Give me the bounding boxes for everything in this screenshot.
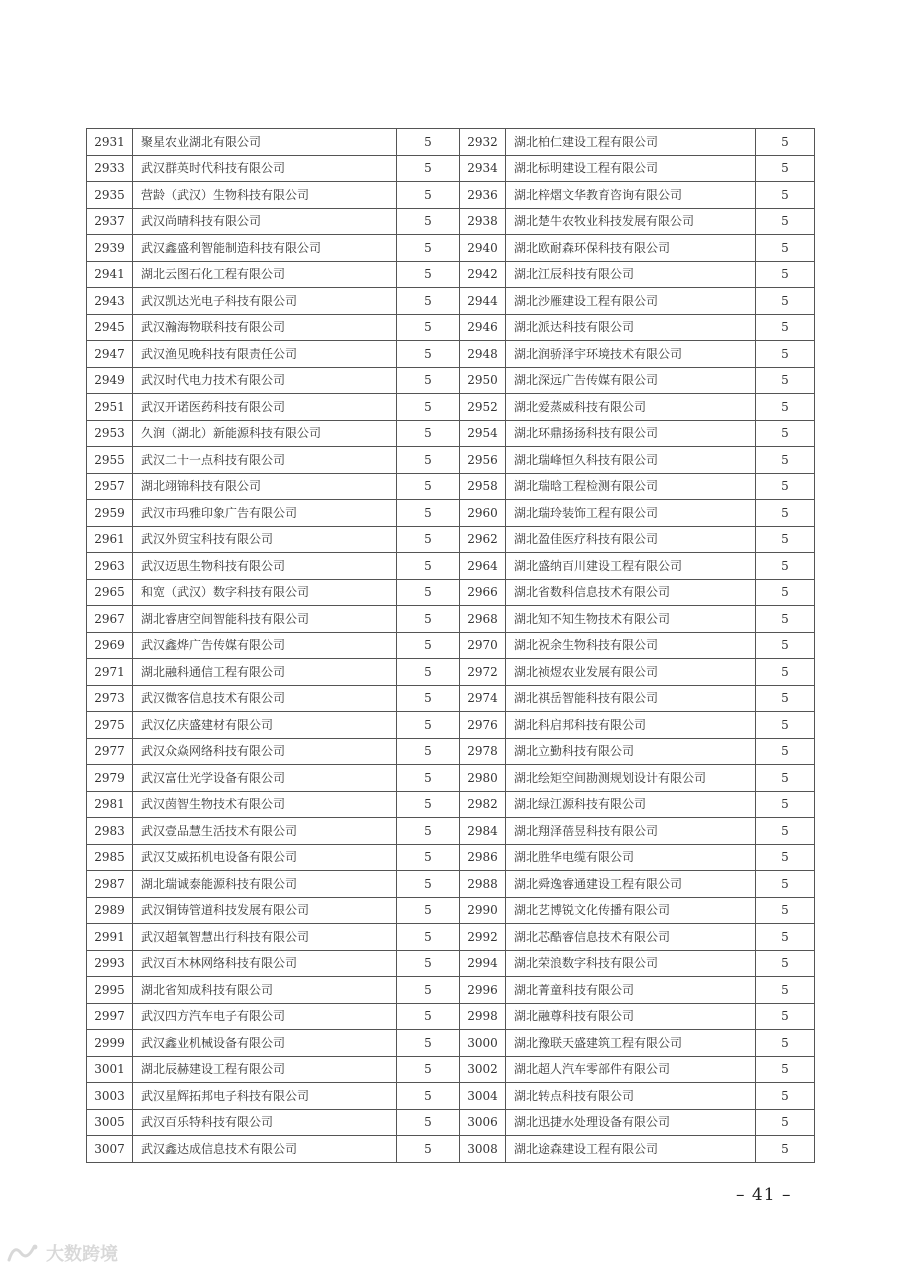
company-name-right: 湖北瑞晗工程检测有限公司 [506, 473, 756, 500]
row-number-right: 2934 [460, 155, 506, 182]
score-right: 5 [756, 208, 815, 235]
company-name-left: 武汉富仕光学设备有限公司 [133, 765, 397, 792]
row-number-left: 2981 [87, 791, 133, 818]
company-name-right: 湖北祯煜农业发展有限公司 [506, 659, 756, 686]
score-left: 5 [397, 420, 460, 447]
row-number-left: 3003 [87, 1083, 133, 1110]
row-number-left: 2935 [87, 182, 133, 209]
row-number-right: 3000 [460, 1030, 506, 1057]
row-number-left: 2957 [87, 473, 133, 500]
company-name-right: 湖北沙雁建设工程有限公司 [506, 288, 756, 315]
company-name-right: 湖北科启邦科技有限公司 [506, 712, 756, 739]
table-row [87, 129, 815, 156]
row-number-right: 2942 [460, 261, 506, 288]
table-row [87, 553, 815, 580]
score-right: 5 [756, 367, 815, 394]
table-row [87, 314, 815, 341]
score-left: 5 [397, 977, 460, 1004]
company-name-left: 武汉众焱网络科技有限公司 [133, 738, 397, 765]
row-number-left: 2959 [87, 500, 133, 527]
table-row [87, 632, 815, 659]
row-number-right: 2948 [460, 341, 506, 368]
row-number-left: 2997 [87, 1003, 133, 1030]
company-name-right: 湖北祺岳智能科技有限公司 [506, 685, 756, 712]
row-number-left: 2971 [87, 659, 133, 686]
score-right: 5 [756, 261, 815, 288]
row-number-left: 2985 [87, 844, 133, 871]
row-number-right: 2964 [460, 553, 506, 580]
company-name-left: 武汉壹品慧生活技术有限公司 [133, 818, 397, 845]
company-name-right: 湖北标明建设工程有限公司 [506, 155, 756, 182]
row-number-left: 3005 [87, 1109, 133, 1136]
company-name-right: 湖北盈佳医疗科技有限公司 [506, 526, 756, 553]
score-right: 5 [756, 420, 815, 447]
score-right: 5 [756, 500, 815, 527]
row-number-right: 2936 [460, 182, 506, 209]
company-name-right: 湖北迅捷水处理设备有限公司 [506, 1109, 756, 1136]
table-row [87, 818, 815, 845]
table-row [87, 341, 815, 368]
company-name-left: 武汉时代电力技术有限公司 [133, 367, 397, 394]
score-right: 5 [756, 606, 815, 633]
company-name-right: 湖北柏仁建设工程有限公司 [506, 129, 756, 156]
company-name-right: 湖北芯酷睿信息技术有限公司 [506, 924, 756, 951]
row-number-left: 2993 [87, 950, 133, 977]
score-left: 5 [397, 1109, 460, 1136]
row-number-right: 2980 [460, 765, 506, 792]
score-left: 5 [397, 1056, 460, 1083]
table-row [87, 950, 815, 977]
row-number-left: 2991 [87, 924, 133, 951]
company-name-left: 武汉艾威拓机电设备有限公司 [133, 844, 397, 871]
score-left: 5 [397, 182, 460, 209]
table-row [87, 155, 815, 182]
company-name-left: 武汉超氧智慧出行科技有限公司 [133, 924, 397, 951]
score-right: 5 [756, 632, 815, 659]
score-left: 5 [397, 208, 460, 235]
table-row [87, 182, 815, 209]
company-name-left: 武汉四方汽车电子有限公司 [133, 1003, 397, 1030]
row-number-left: 2941 [87, 261, 133, 288]
company-name-right: 湖北润骄泽宇环境技术有限公司 [506, 341, 756, 368]
watermark-logo-icon [6, 1242, 40, 1264]
company-name-right: 湖北艺博锐文化传播有限公司 [506, 897, 756, 924]
score-left: 5 [397, 897, 460, 924]
row-number-left: 2961 [87, 526, 133, 553]
row-number-left: 2939 [87, 235, 133, 262]
row-number-left: 2989 [87, 897, 133, 924]
score-left: 5 [397, 1083, 460, 1110]
company-name-left: 湖北辰赫建设工程有限公司 [133, 1056, 397, 1083]
company-name-left: 武汉鑫业机械设备有限公司 [133, 1030, 397, 1057]
row-number-right: 2966 [460, 579, 506, 606]
row-number-left: 2943 [87, 288, 133, 315]
company-name-left: 武汉二十一点科技有限公司 [133, 447, 397, 474]
company-name-right: 湖北转点科技有限公司 [506, 1083, 756, 1110]
company-name-right: 湖北瑞玲装饰工程有限公司 [506, 500, 756, 527]
table-row [87, 1056, 815, 1083]
company-name-left: 湖北翊锦科技有限公司 [133, 473, 397, 500]
row-number-left: 2955 [87, 447, 133, 474]
score-left: 5 [397, 924, 460, 951]
row-number-left: 2975 [87, 712, 133, 739]
company-name-left: 武汉鑫达成信息技术有限公司 [133, 1136, 397, 1163]
score-left: 5 [397, 288, 460, 315]
row-number-right: 3006 [460, 1109, 506, 1136]
company-name-right: 湖北楚牛农牧业科技发展有限公司 [506, 208, 756, 235]
score-left: 5 [397, 129, 460, 156]
score-right: 5 [756, 1083, 815, 1110]
row-number-right: 2990 [460, 897, 506, 924]
company-name-right: 湖北豫联天盛建筑工程有限公司 [506, 1030, 756, 1057]
row-number-right: 2992 [460, 924, 506, 951]
row-number-right: 2960 [460, 500, 506, 527]
company-name-left: 武汉迈思生物科技有限公司 [133, 553, 397, 580]
company-name-right: 湖北深远广告传媒有限公司 [506, 367, 756, 394]
score-left: 5 [397, 950, 460, 977]
company-name-left: 武汉铜铸管道科技发展有限公司 [133, 897, 397, 924]
score-right: 5 [756, 659, 815, 686]
score-left: 5 [397, 1030, 460, 1057]
company-name-left: 武汉鑫烨广告传媒有限公司 [133, 632, 397, 659]
company-name-right: 湖北绿江源科技有限公司 [506, 791, 756, 818]
row-number-right: 2988 [460, 871, 506, 898]
row-number-right: 3002 [460, 1056, 506, 1083]
company-name-right: 湖北超人汽车零部件有限公司 [506, 1056, 756, 1083]
score-left: 5 [397, 367, 460, 394]
company-name-right: 湖北江辰科技有限公司 [506, 261, 756, 288]
score-right: 5 [756, 1136, 815, 1163]
table-row [87, 765, 815, 792]
watermark [6, 1240, 118, 1266]
row-number-right: 2996 [460, 977, 506, 1004]
row-number-right: 2952 [460, 394, 506, 421]
score-left: 5 [397, 606, 460, 633]
score-right: 5 [756, 314, 815, 341]
score-right: 5 [756, 235, 815, 262]
company-name-right: 湖北梓熠文华教育咨询有限公司 [506, 182, 756, 209]
score-right: 5 [756, 447, 815, 474]
score-right: 5 [756, 765, 815, 792]
score-right: 5 [756, 791, 815, 818]
score-right: 5 [756, 950, 815, 977]
row-number-left: 2967 [87, 606, 133, 633]
score-left: 5 [397, 526, 460, 553]
company-name-right: 湖北途森建设工程有限公司 [506, 1136, 756, 1163]
score-left: 5 [397, 871, 460, 898]
company-name-right: 湖北舜逸睿通建设工程有限公司 [506, 871, 756, 898]
company-name-right: 湖北绘矩空间勘测规划设计有限公司 [506, 765, 756, 792]
score-right: 5 [756, 1003, 815, 1030]
score-right: 5 [756, 182, 815, 209]
row-number-left: 2963 [87, 553, 133, 580]
company-name-left: 武汉市玛雅印象广告有限公司 [133, 500, 397, 527]
table-row [87, 261, 815, 288]
table-row [87, 791, 815, 818]
row-number-left: 2995 [87, 977, 133, 1004]
score-right: 5 [756, 473, 815, 500]
company-name-right: 湖北欧耐森环保科技有限公司 [506, 235, 756, 262]
company-name-right: 湖北菁童科技有限公司 [506, 977, 756, 1004]
table-row [87, 1083, 815, 1110]
score-left: 5 [397, 500, 460, 527]
table-row [87, 394, 815, 421]
table-row [87, 526, 815, 553]
table-row [87, 738, 815, 765]
company-name-left: 武汉星辉拓邦电子科技有限公司 [133, 1083, 397, 1110]
score-right: 5 [756, 1109, 815, 1136]
page-number: – 41 – [736, 1185, 792, 1205]
table-row [87, 897, 815, 924]
row-number-right: 2958 [460, 473, 506, 500]
company-name-left: 武汉微客信息技术有限公司 [133, 685, 397, 712]
company-name-left: 湖北融科通信工程有限公司 [133, 659, 397, 686]
table-row [87, 579, 815, 606]
row-number-right: 2974 [460, 685, 506, 712]
score-right: 5 [756, 129, 815, 156]
row-number-left: 2953 [87, 420, 133, 447]
table-body [87, 129, 815, 1163]
score-right: 5 [756, 1030, 815, 1057]
company-name-right: 湖北盛纳百川建设工程有限公司 [506, 553, 756, 580]
score-left: 5 [397, 685, 460, 712]
score-left: 5 [397, 738, 460, 765]
company-name-right: 湖北荣浪数字科技有限公司 [506, 950, 756, 977]
row-number-right: 2932 [460, 129, 506, 156]
score-left: 5 [397, 791, 460, 818]
row-number-right: 2968 [460, 606, 506, 633]
company-name-left: 久润（湖北）新能源科技有限公司 [133, 420, 397, 447]
table-row [87, 871, 815, 898]
row-number-right: 2982 [460, 791, 506, 818]
table-row [87, 1030, 815, 1057]
row-number-right: 3008 [460, 1136, 506, 1163]
score-right: 5 [756, 977, 815, 1004]
score-right: 5 [756, 553, 815, 580]
row-number-left: 2945 [87, 314, 133, 341]
company-name-left: 湖北省知成科技有限公司 [133, 977, 397, 1004]
score-left: 5 [397, 765, 460, 792]
company-name-left: 和宽（武汉）数字科技有限公司 [133, 579, 397, 606]
score-left: 5 [397, 632, 460, 659]
row-number-right: 2940 [460, 235, 506, 262]
row-number-right: 2976 [460, 712, 506, 739]
row-number-right: 2998 [460, 1003, 506, 1030]
score-right: 5 [756, 738, 815, 765]
row-number-right: 2954 [460, 420, 506, 447]
company-name-right: 湖北派达科技有限公司 [506, 314, 756, 341]
score-right: 5 [756, 871, 815, 898]
score-left: 5 [397, 261, 460, 288]
score-right: 5 [756, 818, 815, 845]
score-left: 5 [397, 314, 460, 341]
score-right: 5 [756, 685, 815, 712]
score-left: 5 [397, 341, 460, 368]
score-right: 5 [756, 526, 815, 553]
table-row [87, 1109, 815, 1136]
row-number-right: 2970 [460, 632, 506, 659]
company-name-right: 湖北瑞峰恒久科技有限公司 [506, 447, 756, 474]
table-row [87, 473, 815, 500]
row-number-right: 2938 [460, 208, 506, 235]
company-name-left: 武汉百木林网络科技有限公司 [133, 950, 397, 977]
company-name-left: 武汉亿庆盛建材有限公司 [133, 712, 397, 739]
company-name-left: 湖北睿唐空间智能科技有限公司 [133, 606, 397, 633]
row-number-right: 2978 [460, 738, 506, 765]
table-row [87, 367, 815, 394]
company-name-right: 湖北省数科信息技术有限公司 [506, 579, 756, 606]
company-name-left: 武汉开诺医药科技有限公司 [133, 394, 397, 421]
table-row [87, 420, 815, 447]
score-left: 5 [397, 844, 460, 871]
score-left: 5 [397, 155, 460, 182]
row-number-left: 2949 [87, 367, 133, 394]
table-row [87, 288, 815, 315]
company-name-right: 湖北环鼎扬扬科技有限公司 [506, 420, 756, 447]
company-name-left: 武汉群英时代科技有限公司 [133, 155, 397, 182]
table-row [87, 844, 815, 871]
table-row [87, 208, 815, 235]
row-number-left: 2999 [87, 1030, 133, 1057]
score-right: 5 [756, 712, 815, 739]
company-name-left: 武汉瀚海物联科技有限公司 [133, 314, 397, 341]
table-row [87, 447, 815, 474]
row-number-right: 2956 [460, 447, 506, 474]
score-right: 5 [756, 844, 815, 871]
score-left: 5 [397, 473, 460, 500]
row-number-right: 2972 [460, 659, 506, 686]
row-number-left: 3001 [87, 1056, 133, 1083]
score-left: 5 [397, 553, 460, 580]
company-name-left: 武汉外贸宝科技有限公司 [133, 526, 397, 553]
table-row [87, 685, 815, 712]
company-name-right: 湖北胜华电缆有限公司 [506, 844, 756, 871]
company-name-left: 营龄（武汉）生物科技有限公司 [133, 182, 397, 209]
score-left: 5 [397, 712, 460, 739]
row-number-right: 2994 [460, 950, 506, 977]
row-number-right: 2986 [460, 844, 506, 871]
row-number-left: 3007 [87, 1136, 133, 1163]
score-right: 5 [756, 155, 815, 182]
score-left: 5 [397, 235, 460, 262]
company-name-left: 聚星农业湖北有限公司 [133, 129, 397, 156]
row-number-left: 2937 [87, 208, 133, 235]
watermark-text: 大数跨境 [46, 1244, 118, 1265]
company-name-left: 武汉茵智生物技术有限公司 [133, 791, 397, 818]
company-name-right: 湖北知不知生物技术有限公司 [506, 606, 756, 633]
score-left: 5 [397, 659, 460, 686]
table-row [87, 977, 815, 1004]
score-left: 5 [397, 1003, 460, 1030]
table-row [87, 1136, 815, 1163]
company-name-right: 湖北祝余生物科技有限公司 [506, 632, 756, 659]
table-row [87, 500, 815, 527]
score-right: 5 [756, 341, 815, 368]
company-name-left: 武汉渔见晚科技有限责任公司 [133, 341, 397, 368]
row-number-right: 2950 [460, 367, 506, 394]
table-row [87, 659, 815, 686]
score-right: 5 [756, 394, 815, 421]
row-number-left: 2983 [87, 818, 133, 845]
row-number-left: 2951 [87, 394, 133, 421]
company-name-right: 湖北立勤科技有限公司 [506, 738, 756, 765]
company-name-left: 湖北云图石化工程有限公司 [133, 261, 397, 288]
row-number-right: 2984 [460, 818, 506, 845]
table-row [87, 606, 815, 633]
score-left: 5 [397, 1136, 460, 1163]
company-name-left: 武汉凯达光电子科技有限公司 [133, 288, 397, 315]
row-number-left: 2931 [87, 129, 133, 156]
row-number-left: 2933 [87, 155, 133, 182]
table-row [87, 712, 815, 739]
score-left: 5 [397, 447, 460, 474]
company-name-right: 湖北爱蒸威科技有限公司 [506, 394, 756, 421]
score-right: 5 [756, 1056, 815, 1083]
row-number-right: 3004 [460, 1083, 506, 1110]
row-number-right: 2946 [460, 314, 506, 341]
company-list-table [86, 128, 815, 1163]
company-name-left: 武汉尚晴科技有限公司 [133, 208, 397, 235]
row-number-left: 2979 [87, 765, 133, 792]
company-name-right: 湖北融尊科技有限公司 [506, 1003, 756, 1030]
row-number-left: 2973 [87, 685, 133, 712]
company-name-right: 湖北翔泽蓓昱科技有限公司 [506, 818, 756, 845]
row-number-left: 2987 [87, 871, 133, 898]
company-name-left: 武汉百乐特科技有限公司 [133, 1109, 397, 1136]
row-number-left: 2969 [87, 632, 133, 659]
table-row [87, 1003, 815, 1030]
table-row [87, 235, 815, 262]
score-left: 5 [397, 818, 460, 845]
company-name-left: 武汉鑫盛利智能制造科技有限公司 [133, 235, 397, 262]
company-name-left: 湖北瑞诚泰能源科技有限公司 [133, 871, 397, 898]
row-number-right: 2962 [460, 526, 506, 553]
score-right: 5 [756, 579, 815, 606]
row-number-left: 2947 [87, 341, 133, 368]
score-left: 5 [397, 394, 460, 421]
score-left: 5 [397, 579, 460, 606]
score-right: 5 [756, 924, 815, 951]
row-number-left: 2965 [87, 579, 133, 606]
table-row [87, 924, 815, 951]
score-right: 5 [756, 897, 815, 924]
row-number-right: 2944 [460, 288, 506, 315]
score-right: 5 [756, 288, 815, 315]
row-number-left: 2977 [87, 738, 133, 765]
